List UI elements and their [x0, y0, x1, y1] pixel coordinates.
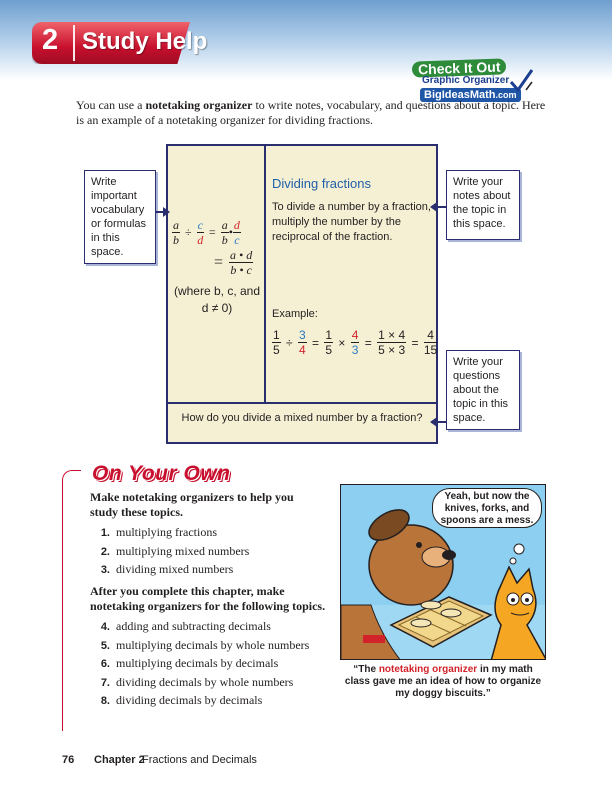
intro-bold-term: notetaking organizer — [145, 98, 253, 112]
checkmark-icon — [508, 68, 534, 94]
fraction-a-over-b: $\frac{a}{b}$ — [173, 218, 179, 247]
page-number: 76 — [62, 754, 75, 766]
on-your-own-intro-2: After you complete this chapter, make notetaking organizers for the following topics. — [90, 584, 326, 613]
division-formula: $\frac{a}{b}$ ÷ $\frac{c}{d}$ = $\frac{a}{b}$ • $\frac{d}{c}$ — [173, 218, 240, 247]
list-item — [90, 542, 330, 561]
example-equation: $\frac{1}{5}$ ÷ $\frac{3}{4}$ = $\frac{1}{5}$ × $\frac{4}{3}$ = $\frac{1 \times 4}{5 \times 3}$ = $\frac{4}{15}$ — [273, 328, 438, 357]
fraction-a-over-b: $\frac{a}{b}$ — [221, 218, 228, 247]
example-fraction: $\frac{1}{5}$ — [325, 328, 333, 357]
list-item-text: dividing decimals by whole numbers — [116, 674, 294, 689]
list-item-number: 5. — [100, 639, 110, 652]
list-item — [90, 691, 330, 710]
organizer-row-divider — [166, 402, 438, 404]
logo-check-it-out: Check It Out — [412, 58, 507, 77]
example-fraction: $\frac{1 \times 4}{5 \times 3}$ — [378, 328, 406, 357]
list-item-number: 1. — [100, 527, 110, 539]
notes-body: To divide a number by a fraction, multiply the number by the reciprocal of the fraction. — [272, 201, 431, 243]
footer-chapter: Chapter 2 — [94, 754, 145, 766]
fraction-c-over-d: $\frac{c}{d}$ — [197, 218, 204, 247]
callout-questions: Write your questions about the topic in this space. — [446, 350, 520, 430]
intro-paragraph: You can use a notetaking organizer to write notes, vocabulary, and questions about a topic. Here is an example of a notetaking organizer for dividing fractions. — [76, 98, 546, 127]
example-label: Example: — [272, 308, 318, 320]
topic-list-1 — [90, 523, 330, 579]
list-item-text: multiplying fractions — [116, 525, 217, 539]
arrow-right-icon — [156, 211, 168, 213]
list-item-text: multiplying mixed numbers — [116, 543, 250, 558]
list-item-text: multiplying decimals by decimals — [116, 656, 279, 670]
fraction-ad-over-bc: $\frac{a • d}{b • c}$ — [230, 248, 253, 277]
on-your-own-title: On Your Own — [92, 462, 231, 485]
callout-vocabulary: Write important vocabulary or formulas in this space. — [84, 170, 156, 264]
list-item-number: 2. — [100, 545, 110, 558]
list-item — [90, 560, 330, 579]
list-item-text: adding and subtracting decimals — [116, 619, 271, 633]
list-item-number: 3. — [100, 564, 110, 576]
chapter-number: 2 — [42, 24, 59, 56]
list-item-number: 6. — [100, 658, 110, 670]
list-item — [90, 617, 330, 636]
cartoon-caption: “The notetaking organizer in my math class gave me an idea of how to organize my doggy biscuits.” — [344, 664, 542, 699]
list-item — [90, 673, 330, 692]
list-item-number: 4. — [100, 621, 110, 633]
organizer-question: How do you divide a mixed number by a fraction? — [181, 412, 423, 424]
speech-bubble: Yeah, but now the knives, forks, and spoons are a mess. — [432, 488, 542, 528]
logo-bigideasmath: BigIdeasMath.com — [420, 88, 521, 102]
formula-condition: (where b, c, and d ≠ 0) — [173, 284, 261, 315]
logo-graphic-organizer: Graphic Organizer — [422, 75, 510, 86]
example-fraction: $\frac{3}{4}$ — [298, 328, 306, 357]
on-your-own-intro: Make notetaking organizers to help you study these topics. — [90, 490, 294, 519]
topic-list-2 — [90, 617, 330, 710]
example-fraction: $\frac{1}{5}$ — [273, 328, 280, 357]
list-item — [90, 523, 330, 542]
list-item — [90, 654, 330, 673]
footer-topic: Fractions and Decimals — [142, 754, 257, 766]
division-formula-result: = $\frac{a • d}{b • c}$ — [214, 248, 253, 277]
callout-notes: Write your notes about the topic in this space. — [446, 170, 520, 240]
list-item — [90, 636, 330, 655]
arrow-left-icon — [432, 206, 446, 208]
section-bracket — [62, 470, 81, 731]
page-title: Study Help — [82, 28, 208, 55]
list-item-number: 8. — [100, 695, 110, 707]
list-item-text: dividing mixed numbers — [116, 562, 234, 576]
banner-divider — [73, 25, 75, 61]
organizer-column-divider — [264, 144, 266, 404]
list-item-text: multiplying decimals by whole numbers — [116, 637, 310, 652]
example-fraction: $\frac{4}{3}$ — [351, 328, 359, 357]
notes-title: Dividing fractions — [272, 176, 371, 191]
list-item-text: dividing decimals by decimals — [116, 693, 263, 707]
fraction-d-over-c: $\frac{d}{c}$ — [233, 218, 240, 247]
list-item-number: 7. — [100, 676, 110, 689]
example-fraction: $\frac{4}{15}$ — [423, 328, 438, 357]
